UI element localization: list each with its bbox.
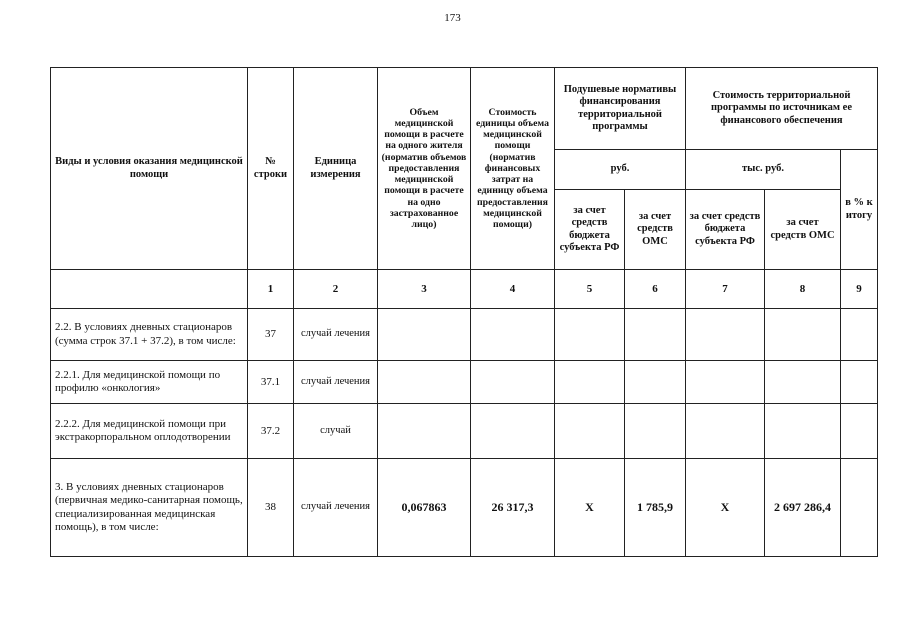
cell-per-capita-budget (555, 404, 625, 459)
cell-cost-oms (765, 404, 841, 459)
cell-volume (378, 309, 471, 361)
header-oms: за счет средств ОМС (625, 190, 686, 270)
column-numbers-row (51, 270, 878, 309)
cell-percent-total (841, 404, 878, 459)
cell-cost-unit: 26 317,3 (471, 459, 555, 557)
header-unit: Единица измерения (294, 68, 378, 270)
medical-care-table (50, 67, 878, 557)
header-program-cost: Стоимость территориальной программы по источникам ее финансового обеспечения (686, 68, 878, 150)
cell-cost-budget (686, 404, 765, 459)
table-row (51, 309, 878, 361)
row-unit: случай лечения (294, 459, 378, 557)
row-number: 37 (248, 309, 294, 361)
header-thous-rub: тыс. руб. (686, 150, 841, 190)
cell-cost-unit (471, 361, 555, 404)
header-types: Виды и условия оказания медицинской помощи (51, 68, 248, 270)
row-unit: случай лечения (294, 361, 378, 404)
cell-cost-budget (686, 309, 765, 361)
cell-cost-oms (765, 361, 841, 404)
cell-cost-unit (471, 309, 555, 361)
header-volume: Объем медицинской помощи в расчете на одного жителя (норматив объемов предоставления медицинской помощи в расчете на одно застрахованное лицо) (378, 68, 471, 270)
header-cost-unit: Стоимость единицы объема медицинской помощи (норматив финансовых затрат на единицу объема предоставления медицинской помощи) (471, 68, 555, 270)
row-label: 2.2.1. Для медицинской помощи по профилю «онкология» (51, 361, 248, 404)
table-row (51, 459, 878, 557)
cell-cost-oms: 2 697 286,4 (765, 459, 841, 557)
column-number: 7 (686, 270, 765, 309)
row-unit: случай (294, 404, 378, 459)
cell-per-capita-budget: Х (555, 459, 625, 557)
cell-percent-total (841, 309, 878, 361)
cell-percent-total (841, 459, 878, 557)
column-number: 8 (765, 270, 841, 309)
row-label: 3. В условиях дневных стационаров (первичная медико-санитарная помощь, специализированная медицинская помощь), в том числе: (51, 459, 248, 557)
cell-per-capita-budget (555, 309, 625, 361)
column-number: 9 (841, 270, 878, 309)
header-per-capita: Подушевые нормативы финансирования территориальной программы (555, 68, 686, 150)
header-budget-subject-2: за счет средств бюджета субъекта РФ (686, 190, 765, 270)
cell-volume (378, 361, 471, 404)
row-number: 37.2 (248, 404, 294, 459)
page-number: 173 (444, 12, 461, 24)
header-percent-total: в % к итогу (841, 150, 878, 270)
cell-cost-budget (686, 361, 765, 404)
cell-per-capita-oms: 1 785,9 (625, 459, 686, 557)
row-number: 37.1 (248, 361, 294, 404)
header-oms-2: за счет средств ОМС (765, 190, 841, 270)
cell-cost-unit (471, 404, 555, 459)
header-budget-subject: за счет средств бюджета субъекта РФ (555, 190, 625, 270)
row-label: 2.2.2. Для медицинской помощи при экстракорпоральном оплодотворении (51, 404, 248, 459)
table-row (51, 404, 878, 459)
column-number: 3 (378, 270, 471, 309)
cell-cost-oms (765, 309, 841, 361)
cell-per-capita-budget (555, 361, 625, 404)
column-number: 2 (294, 270, 378, 309)
row-unit: случай лечения (294, 309, 378, 361)
cell-per-capita-oms (625, 361, 686, 404)
row-label: 2.2. В условиях дневных стационаров (сумма строк 37.1 + 37.2), в том числе: (51, 309, 248, 361)
column-number: 6 (625, 270, 686, 309)
cell-per-capita-oms (625, 404, 686, 459)
column-number: 4 (471, 270, 555, 309)
column-number: 1 (248, 270, 294, 309)
column-number (51, 270, 248, 309)
cell-percent-total (841, 361, 878, 404)
cell-per-capita-oms (625, 309, 686, 361)
cell-volume (378, 404, 471, 459)
header-rub: руб. (555, 150, 686, 190)
cell-volume: 0,067863 (378, 459, 471, 557)
header-row-no: № строки (248, 68, 294, 270)
table-row (51, 361, 878, 404)
column-number: 5 (555, 270, 625, 309)
row-number: 38 (248, 459, 294, 557)
cell-cost-budget: Х (686, 459, 765, 557)
